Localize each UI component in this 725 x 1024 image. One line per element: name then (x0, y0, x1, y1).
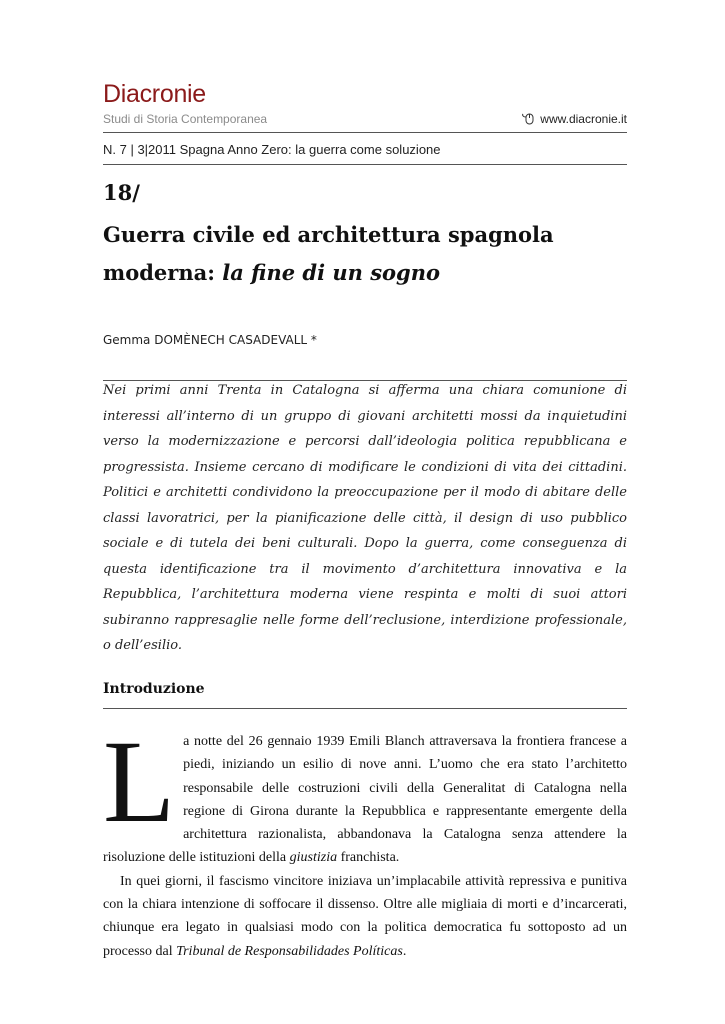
journal-subtitle: Studi di Storia Contemporanea (103, 112, 268, 126)
mouse-icon (521, 113, 535, 125)
article-title (103, 216, 627, 292)
author-name: Gemma DOMÈNECH CASADEVALL * (103, 333, 317, 347)
abstract-text: Nei primi anni Trenta in Catalogna si afferma una chiara comunione di interessi all’interno di un gruppo di giovani architetti mossi da inquietudini verso la modernizzazione e percorsi dall’ideologia politica repubblicana e progressista. Insieme cercano di modificare le condizioni di vita dei cittadini. Politici e architetti condividono la preoccupazione per il modo di abitare delle classi lavoratrici, per la pianificazione delle città, il design di uso pubblico sociale e di tutela dei beni culturali. Dopo la guerra, come conseguenza di questa identificazione tra il movimento d’architettura innovativa e la Repubblica, l’architettura moderna viene respinta e molti di suoi attori subiranno rappresaglie nelle forme dell’reclusione, interdizione professionale, o dell’esilio. (103, 383, 627, 653)
paragraph-2 (103, 870, 627, 963)
header-rule-bottom (103, 164, 627, 165)
article-number: 18/ (103, 180, 140, 205)
section-heading: Introduzione (103, 681, 205, 697)
issue-line: N. 7 | 3|2011 Spagna Anno Zero: la guerra come soluzione (103, 142, 441, 157)
journal-title: Diacronie (103, 80, 206, 108)
article-title-line2-italic: la fine di un sogno (222, 260, 440, 285)
article-title-line1: Guerra civile ed architettura spagnola (103, 222, 554, 247)
paragraph-1-italic: giustizia (289, 850, 338, 866)
article-title-line2-start: moderna: (103, 260, 223, 285)
paragraph-2-end: . (402, 943, 407, 959)
paragraph-2-main: In quei giorni, il fascismo vincitore iniziava un’implacabile attività repressiva e punitiva con la chiara intenzione di soffocare il dissenso. Oltre alle migliaia di morti e d’incarcerati, chiunque era legato in qualsiasi modo con la politica democratica fu sottoposto ad un processo dal (103, 873, 627, 959)
drop-cap: L (103, 716, 176, 847)
website-link[interactable] (521, 112, 627, 126)
article-title-line2 (103, 254, 627, 292)
body-text (103, 716, 627, 963)
section-rule (103, 708, 627, 709)
paragraph-2-italic: Tribunal de Responsabilidades Políticas (176, 943, 403, 959)
paragraph-1-main: a notte del 26 gennaio 1939 Emili Blanch attraversava la frontiera francese a piedi, iniziando un esilio di nove anni. L’uomo che era stato l’architetto responsabile delle costruzioni civili della Generalitat di Catalogna nella regione di Girona durante la Repubblica e rappresentante emergente della architettura razionalista, abbandonava la Catalogna senza attendere la risoluzione delle istituzioni della (103, 734, 627, 866)
paragraph-1-end: franchista. (337, 850, 400, 866)
paragraph-1 (103, 716, 627, 870)
website-url[interactable]: www.diacronie.it (540, 112, 627, 126)
header-rule-top (103, 132, 627, 133)
